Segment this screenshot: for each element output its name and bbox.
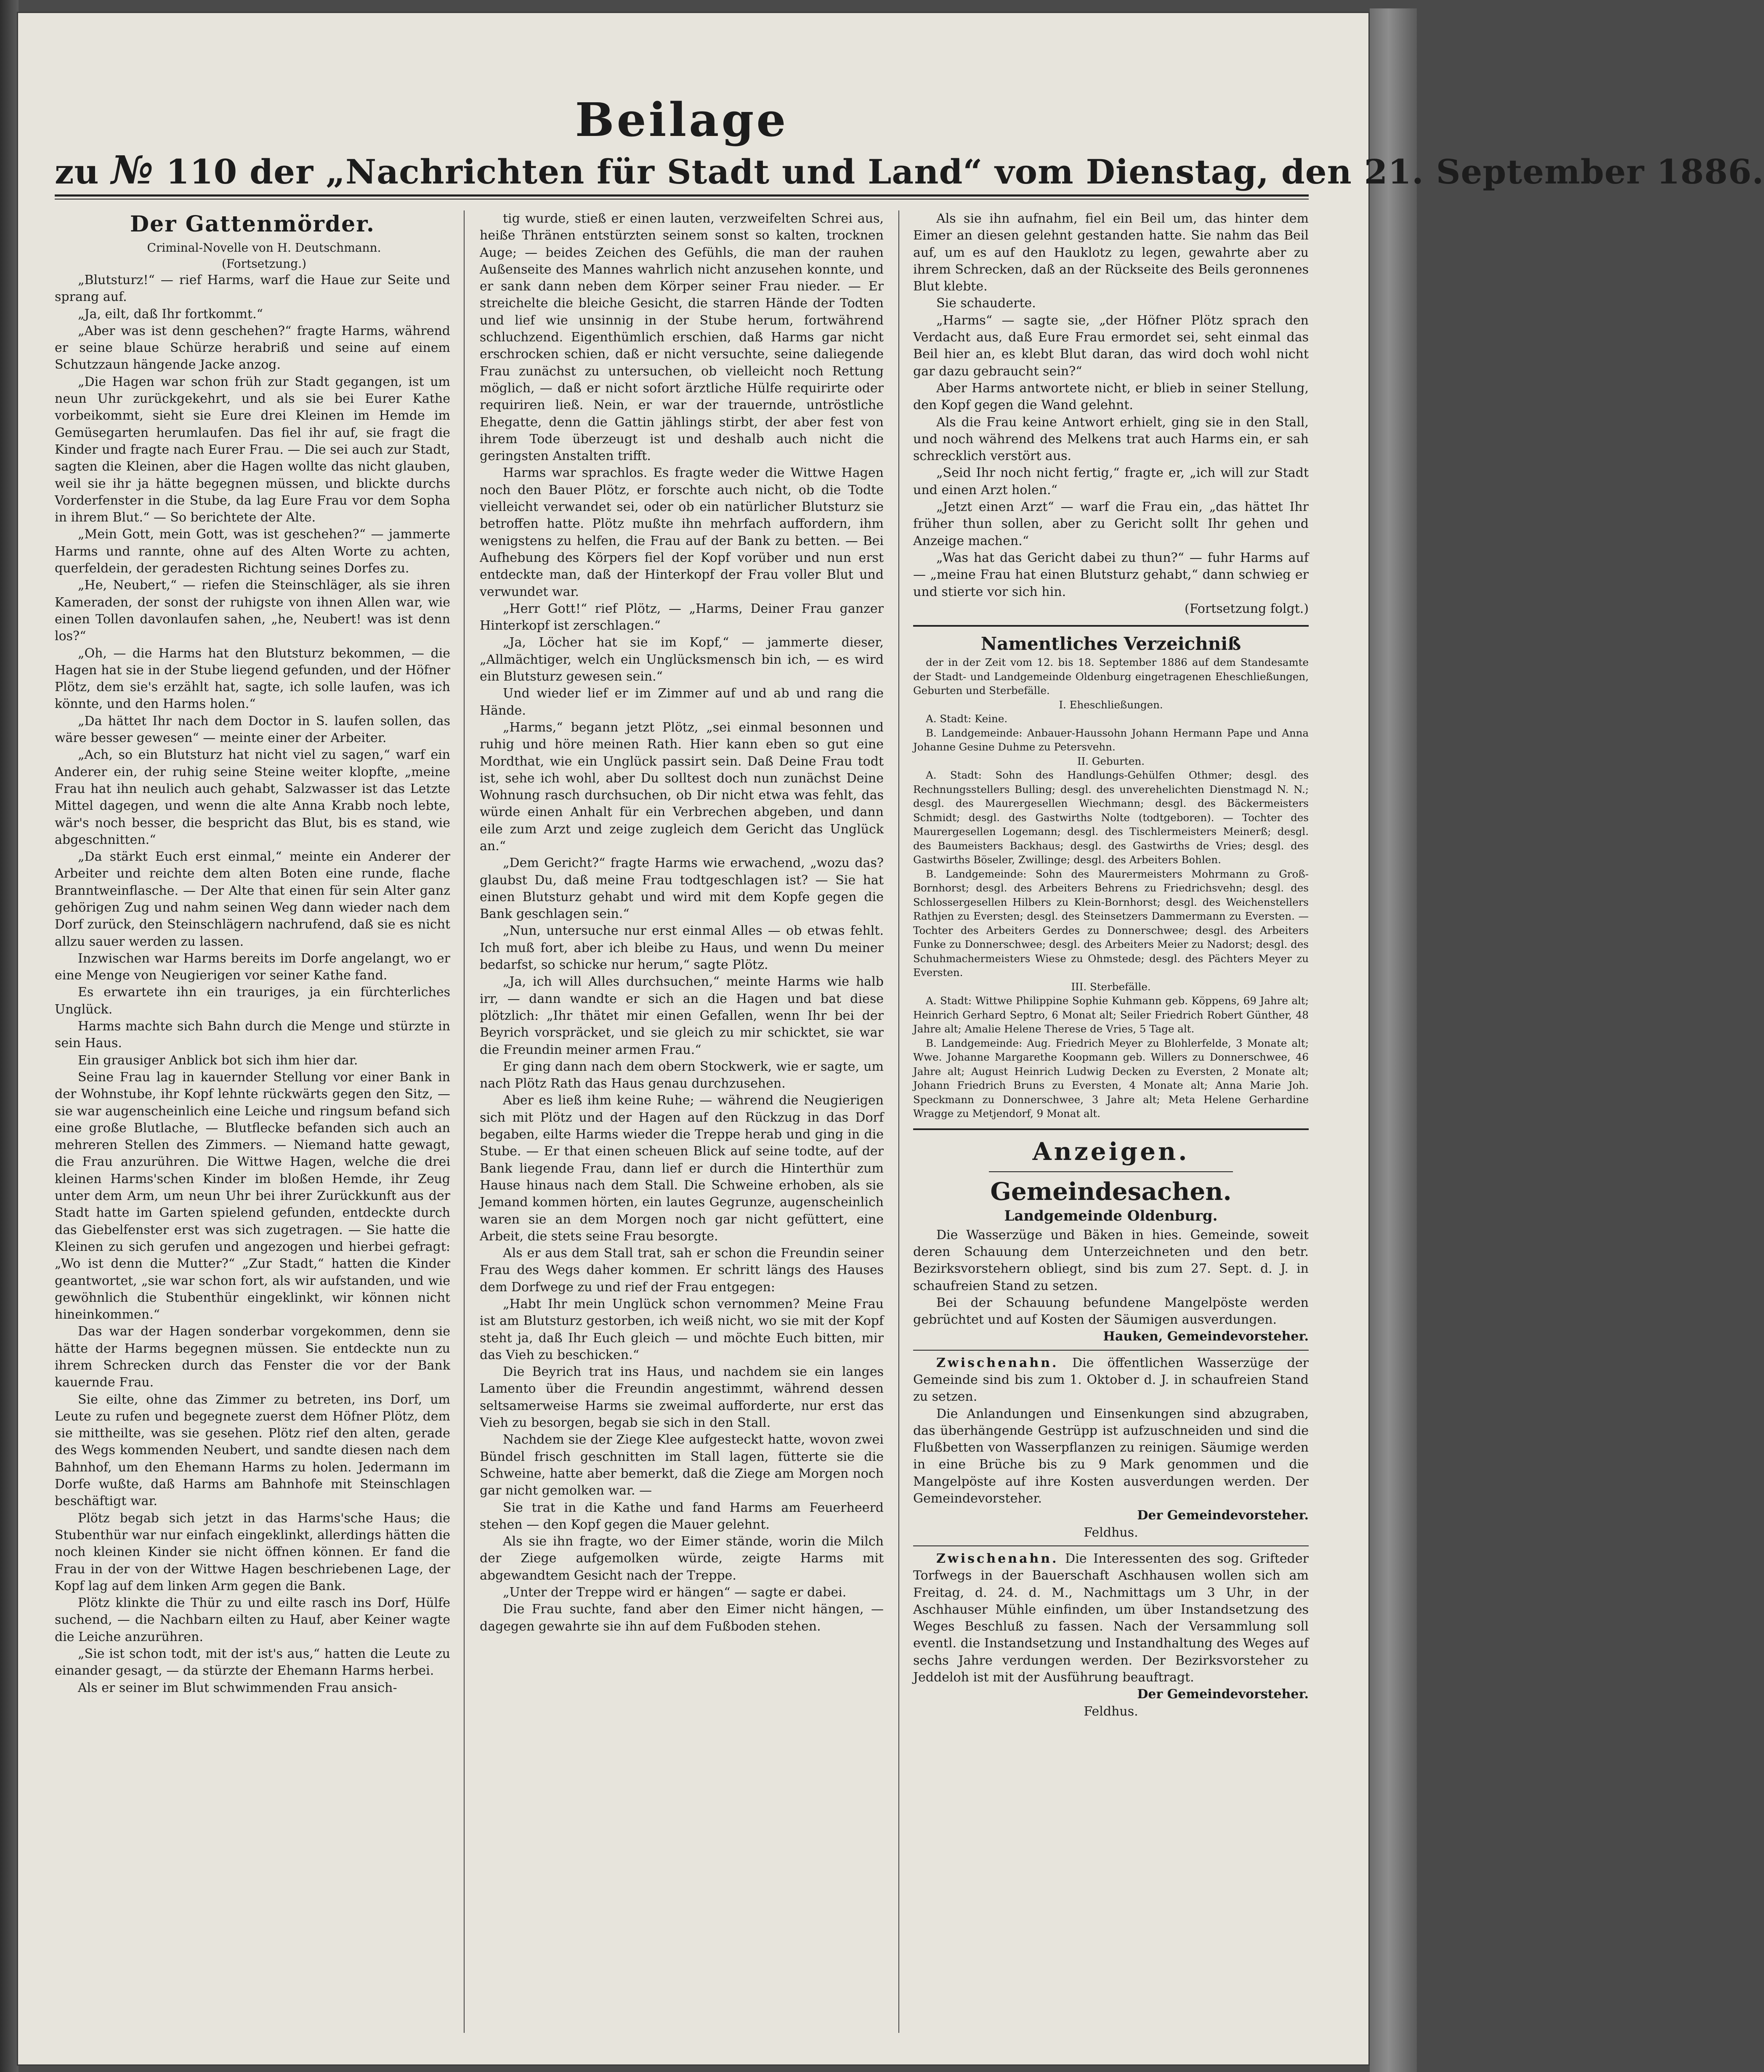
ad-zwischenahn-1-lead: Zwischenahn. <box>936 1355 1059 1370</box>
story-paragraph: „Ja, ich will Alles durchsuchen,“ meinte Harms wie halb irr, — dann wandte er sich an die Hagen und bat diese plötzlich: „Ihr thätet mir einen Gefallen, wenn Ihr bei der Beyrich vorspräcket, und sie gleich zu mir schicktet, sie war die Freundin meiner armen Frau.“ <box>480 974 884 1057</box>
story-paragraph: „Die Hagen war schon früh zur Stadt gegangen, ist um neun Uhr zurückgekehrt, und als sie bei Eurer Kathe vorbeikommt, sieht sie Eure drei Kleinen im Hemde im Gemüsegarten herumlaufen. Das fiel ihr auf, sie fragt die Kinder und fragte nach Eurer Frau. — Die sei auch zur Stadt, sagten die Kleinen, aber die Hagen wollte das nicht glauben, weil sie ihr ja hätte begegnen müssen, und blickte durchs Vorderfenster in die Stube, da lag Eure Frau vor dem Sopha in ihrem Blut.“ — So berichtete der Alte. <box>55 374 450 525</box>
story-paragraph: Und wieder lief er im Zimmer auf und ab und rang die Hände. <box>480 686 884 718</box>
story-paragraph: Plötz begab sich jetzt in das Harms'sche Haus; die Stubenthür war nur einfach eingeklinkt, allerdings hätten die noch kleinen Kinder sie nicht öffnen können. Er fand die Frau in der von der Wittwe Hagen beschriebenen Lage, der Kopf lag auf dem linken Arm gegen die Bank. <box>55 1511 450 1593</box>
register-births <box>913 768 1309 980</box>
story-paragraph: Nachdem sie der Ziege Klee aufgesteckt hatte, wovon zwei Bündel frisch geschnitten im Stall lagen, fütterte sie die Schweine, hatte aber bemerkt, daß die Ziege am Morgen noch gar nicht gemolken war. — <box>480 1432 884 1498</box>
story-paragraph: Als die Frau keine Antwort erhielt, ging sie in den Stall, und noch während des Melkens trat auch Harms ein, er sah schrecklich verstört aus. <box>913 415 1309 464</box>
municipal-subtitle: Landgemeinde Oldenburg. <box>1004 1207 1218 1224</box>
story-paragraph: Harms machte sich Bahn durch die Menge und stürzte in sein Haus. <box>55 1019 450 1051</box>
register-section-marriages: I. Eheschließungen. <box>1059 698 1163 711</box>
story-paragraph: Es erwartete ihn ein trauriges, ja ein fürchterliches Unglück. <box>55 985 450 1017</box>
ad-divider-2 <box>913 1545 1309 1546</box>
story-paragraph: „Nun, untersuche nur erst einmal Alles — ob etwas fehlt. Ich muß fort, aber ich bleibe zu Haus, und wenn Du meiner bedarfst, so schicke nur herum,“ sagte Plötz. <box>480 923 884 973</box>
story-body-3 <box>913 210 1309 601</box>
story-paragraph: „Jetzt einen Arzt“ — warf die Frau ein, „das hättet Ihr früher thun sollen, aber zu Gericht sollt Ihr gehen und Anzeige machen.“ <box>913 500 1309 548</box>
ad-zwischenahn-2-lead: Zwischenahn. <box>936 1551 1059 1566</box>
story-byline: Criminal-Novelle von H. Deutschmann. <box>147 241 381 255</box>
scan-right-edge <box>1370 8 1417 2072</box>
story-paragraph: Aber es ließ ihm keine Ruhe; — während die Neugierigen sich mit Plötz und der Hagen auf den Rückzug in das Dorf begaben, eilte Harms wieder die Treppe herab und ging in die Stube. — Er that einen scheuen Blick auf seine todte, auf der Bank liegende Frau, dann lief er durch die Hinterthür zum Hause hinaus nach dem Stall. Die Schweine erhoben, als sie Jemand kommen hörten, ein lautes Gegrunze, augenscheinlich waren sie an dem Morgen noch gar nicht gefüttert, eine Arbeit, die stets seine Frau besorgte. <box>480 1093 884 1244</box>
story-paragraph: „Seid Ihr noch nicht fertig,“ fragte er, „ich will zur Stadt und einen Arzt holen.“ <box>913 465 1309 497</box>
story-paragraph: „Ach, so ein Blutsturz hat nicht viel zu sagen,“ warf ein Anderer ein, der ruhig seine Steine weiter klopfte, „meine Frau hat ihn neulich auch gehabt, Salzwasser ist das Letzte Mittel dagegen, und wenn die alte Anna Krabb noch lebte, wär's noch besser, die bespricht das Blut, bis es stand, wie abgeschnitten.“ <box>55 747 450 847</box>
masthead-text: 110 der „Nachrichten für Stadt und Land“ vom Dienstag, den 21. September 1886. <box>166 152 1764 192</box>
register-section-deaths: III. Sterbefälle. <box>1071 980 1151 993</box>
ad-divider-1 <box>913 1350 1309 1351</box>
ads-title-rule <box>989 1171 1233 1172</box>
column-divider-1 <box>464 210 465 2033</box>
story-paragraph: „Sie ist schon todt, mit der ist's aus,“ hatten die Leute zu einander gesagt, — da stürzte der Ehemann Harms herbei. <box>55 1646 450 1678</box>
story-paragraph: Er ging dann nach dem obern Stockwerk, wie er sagte, um nach Plötz Rath das Haus genau durchzusehen. <box>480 1059 884 1091</box>
register-intro: der in der Zeit vom 12. bis 18. September 1886 auf dem Standesamte der Stadt- und Landgemeinde Oldenburg eingetragenen Eheschließungen, Geburten und Sterbefälle. <box>913 656 1309 697</box>
story-continued: (Fortsetzung.) <box>221 257 307 271</box>
story-paragraph: „Herr Gott!“ rief Plötz, — „Harms, Deiner Frau ganzer Hinterkopf ist zerschlagen.“ <box>480 601 884 633</box>
column-2 <box>480 210 884 2033</box>
story-paragraph: Als er seiner im Blut schwimmenden Frau ansich- <box>78 1680 397 1695</box>
ad-zwischenahn-1-signature: Der Gemeindevorsteher. <box>1137 1508 1309 1523</box>
ad-zwischenahn-2-name: Feldhus. <box>1084 1704 1138 1719</box>
ad-zwischenahn-1-p1: Die öffentlichen Wasserzüge der Gemeinde sind bis zum 1. Oktober d. J. in schaufreien Stand zu setzen. <box>913 1355 1309 1404</box>
register-section-births: II. Geburten. <box>1077 755 1145 767</box>
story-paragraph: Ein grausiger Anblick bot sich ihm hier dar. <box>78 1053 358 1068</box>
story-paragraph: „Blutsturz!“ — rief Harms, warf die Haue zur Seite und sprang auf. <box>55 273 450 305</box>
story-paragraph: Aber Harms antwortete nicht, er blieb in seiner Stellung, den Kopf gegen die Wand gelehnt. <box>913 380 1309 413</box>
story-paragraph: „Ja, eilt, daß Ihr fortkommt.“ <box>78 306 263 322</box>
story-paragraph: Die Frau suchte, fand aber den Eimer nicht hängen, — dagegen gewahrte sie ihn auf dem Fußboden stehen. <box>480 1602 884 1634</box>
ad-oldenburg-signature: Hauken, Gemeindevorsteher. <box>1103 1329 1309 1344</box>
story-paragraph: Seine Frau lag in kauernder Stellung vor einer Bank in der Wohnstube, ihr Kopf lehnte rückwärts gegen den Sitz, — sie war augenscheinlich eine Leiche und ringsum befand sich eine große Blutlache, — Blutflecke befanden sich auch an mehreren Stellen des Zimmers. — Niemand hatte gewagt, die Frau anzurühren. Die Wittwe Hagen, welche die drei kleinen Harms'schen Kinder im bloßen Hemde, ihr Zeug unter dem Arm, um neun Uhr bei ihrer Zurückkunft aus der Stadt hatte im Garten spielend gefunden, entdeckte durch das Giebelfenster erst was sich zugetragen. — Sie hatte die Kleinen zu sich gerufen und angezogen und hierbei gefragt: „Wo ist denn die Mutter?“ „Zur Stadt,“ hatten die Kinder geantwortet, „sie war schon fort, als wir aufstanden, und wie gewöhnlich die Stubenthür eingeklinkt, wir können nicht hineinkommen.“ <box>55 1069 450 1322</box>
story-paragraph: „Unter der Treppe wird er hängen“ — sagte er dabei. <box>503 1585 847 1600</box>
story-paragraph: „Da stärkt Euch erst einmal,“ meinte ein Anderer der Arbeiter und reichte dem alten Boten eine runde, flache Branntweinflasche. — Der Alte that einen für sein Alter ganz gehörigen Zug und nahm seinen Weg dann wieder nach dem Dorf zurück, den Steinschlägern nachrufend, daß sie es nicht allzu sauer werden zu lassen. <box>55 849 450 949</box>
register-entry: A. Stadt: Sohn des Handlungs-Gehülfen Othmer; desgl. des Rechnungsstellers Bulling; desgl. des unverehelichten Dienstmagd N. N.; desgl. des Maurergesellen Wiechmann; desgl. des Bäckermeisters Schmidt; desgl. des Gastwirths Nolte (todtgeboren). — Tochter des Maurergesellen Logemann; desgl. des Tischlermeisters Meinerß; desgl. des Baumeisters Backhaus; desgl. des Gastwirths de Vries; desgl. des Gastwirths Böseler, Zwillinge; desgl. des Arbeiters Bohlen. <box>913 769 1309 866</box>
story-to-be-continued: (Fortsetzung folgt.) <box>1185 601 1309 616</box>
ad-paragraph: Bei der Schauung befundene Mangelpöste werden gebrüchtet und auf Kosten der Säumigen ausverdungen. <box>913 1295 1309 1327</box>
story-paragraph: tig wurde, stieß er einen lauten, verzweifelten Schrei aus, heiße Thränen entstürzten seinem sonst so kalten, trocknen Auge; — beides Zeichen des Gefühls, die man der rauhen Außenseite des Mannes wahrlich nicht anzusehen konnte, und er sank dann neben dem Körper seiner Frau nieder. — Er streichelte die bleiche Gesicht, die starren Hände der Todten und lief wie unsinnig in der Stube herum, fortwährend schluchzend. Eigenthümlich erschien, daß Harms gar nicht erschrocken schien, daß er nicht versuchte, seine daliegende Frau zunächst zu untersuchen, ob vielleicht noch Rettung möglich, — daß er nicht sofort ärztliche Hülfe requirirte oder requiriren ließ. Nein, er war der trauernde, untröstliche Ehegatte, denn die Gattin jählings stirbt, der aber fest von ihrem Tode überzeugt ist und deshalb auch nicht die geringsten Anstalten trifft. <box>480 211 884 464</box>
ads-rule <box>913 1128 1309 1130</box>
story-paragraph: „Oh, — die Harms hat den Blutsturz bekommen, — die Hagen hat sie in der Stube liegend gefunden, und der Höfner Plötz, dem sie's erzählt hat, sagte, ich solle laufen, was ich könnte, und den Harms holen.“ <box>55 646 450 712</box>
story-paragraph: Harms war sprachlos. Es fragte weder die Wittwe Hagen noch den Bauer Plötz, er forschte auch nicht, ob die Todte vielleicht verwandet sei, oder ob ein natürlicher Blutsturz sie betroffen hatte. Plötz mußte ihn mehrfach auffordern, ihm wenigstens zu helfen, die Frau auf der Bank zu betten. — Bei Aufhebung des Körpers fiel der Kopf vorüber und nun erst entdeckte man, daß der Hinterkopf der Frau voller Blut und verwundet war. <box>480 465 884 599</box>
ad-zwischenahn-1 <box>913 1355 1309 1406</box>
story-paragraph: Sie eilte, ohne das Zimmer zu betreten, ins Dorf, um Leute zu rufen und begegnete zuerst dem Höfner Plötz, dem sie mittheilte, was sie gesehen. Plötz rief den alten, gerade des Wegs kommenden Neubert, und sandte diesen nach dem Bahnhof, um den Ehemann Harms zu holen. Jedermann im Dorfe wußte, daß Harms am Bahnhofe mit Steinschlagen beschäftigt war. <box>55 1392 450 1509</box>
story-paragraph: „Ja, Löcher hat sie im Kopf,“ — jammerte dieser, „Allmächtiger, welch ein Unglücksmensch bin ich, — es wird ein Blutsturz gewesen sein.“ <box>480 635 884 684</box>
story-body-1 <box>55 272 450 1697</box>
story-body-2 <box>480 210 884 1635</box>
masthead-rule <box>55 194 1309 197</box>
story-paragraph: „He, Neubert,“ — riefen die Steinschläger, als sie ihren Kameraden, der sonst der ruhigste von ihnen Allen war, wie einen Tollen davonlaufen sahen, „he, Neubert! was ist denn los?“ <box>55 578 450 644</box>
story-paragraph: Die Beyrich trat ins Haus, und nachdem sie ein langes Lamento über die Freundin angestimmt, während dessen seltsamerweise Harms sie zweimal aufforderte, nur erst das Vieh zu besorgen, begab sie sich in den Stall. <box>480 1364 884 1431</box>
column-divider-2 <box>898 210 899 2033</box>
ads-title: Anzeigen. <box>1032 1137 1190 1166</box>
number-sign: № <box>111 147 154 193</box>
register-entry: A. Stadt: Wittwe Philippine Sophie Kuhmann geb. Köppens, 69 Jahre alt; Heinrich Gerhard Septro, 6 Monat alt; Seiler Friedrich Robert Günther, 48 Jahre alt; Amalie Helene Therese de Vries, 5 Tage alt. <box>913 995 1309 1035</box>
register <box>913 655 1309 1121</box>
story-paragraph: Als sie ihn aufnahm, fiel ein Beil um, das hinter dem Eimer an diesen gelehnt gestanden hatte. Sie nahm das Beil auf, um es auf den Hauklotz zu legen, gewahrte aber zu ihrem Schrecken, daß an der Rückseite des Beils geronnenes Blut klebte. <box>913 211 1309 294</box>
story-paragraph: „Dem Gericht?“ fragte Harms wie erwachend, „wozu das? glaubst Du, daß meine Frau todtgeschlagen ist? — Sie hat einen Blutsturz gehabt und wird mit dem Kopfe gegen die Bank geschlagen sein.“ <box>480 856 884 922</box>
story-paragraph: „Habt Ihr mein Unglück schon vernommen? Meine Frau ist am Blutsturz gestorben, ich weiß nicht, wo sie mit der Kopf steht ja, daß Ihr Euch gleich — und möchte Euch bitten, mir das Vieh zu beschicken.“ <box>480 1297 884 1362</box>
register-title: Namentliches Verzeichniß <box>980 633 1241 654</box>
story-paragraph: Sie schauderte. <box>936 296 1036 311</box>
story-paragraph: „Da hättet Ihr nach dem Doctor in S. laufen sollen, das wäre besser gewesen“ — meinte einer der Arbeiter. <box>55 713 450 746</box>
story-paragraph: Plötz klinkte die Thür zu und eilte rasch ins Dorf, Hülfe suchend, — die Nachbarn eilten zu Hauf, aber Keiner wagte die Leiche anzurühren. <box>55 1596 450 1644</box>
story-paragraph: „Harms,“ begann jetzt Plötz, „sei einmal besonnen und ruhig und höre meinen Rath. Hier kann eben so gut eine Mordthat, wie ein Unglück passirt sein. Daß Deine Frau todt ist, sehe ich wohl, aber Du solltest doch nun zunächst Deine Wohnung rasch durchsuchen, ob Dir nicht etwa was fehlt, das würde einen Anhalt für ein Verbrechen abgeben, und dann eile zum Arzt und zeige zugleich dem Gericht das Unglück an.“ <box>480 720 884 854</box>
story-paragraph: „Harms“ — sagte sie, „der Höfner Plötz sprach den Verdacht aus, daß Eure Frau ermordet sei, seht einmal das Beil hier an, es klebt Blut daran, das wird doch wohl nicht gar dazu gebraucht sein?“ <box>913 313 1309 379</box>
masthead-pre: zu <box>55 152 99 192</box>
newspaper-page <box>55 84 1764 2037</box>
ad-zwischenahn-2-text: Die Interessenten des sog. Grifteder Torfwegs in der Bauerschaft Aschhausen wollen sich am Freitag, d. 24. d. M., Nachmittags um 3 Uhr, in der Aschhauser Mühle einfinden, um über Instandsetzung des Weges Beschluß zu fassen. Nach der Versammlung soll eventl. die Instandsetzung und Instandhaltung des Weges auf sechs Jahre verdungen werden. Der Bezirksvorsteher zu Jeddeloh ist mit der Ausführung beauftragt. <box>913 1551 1309 1685</box>
story-paragraph: „Aber was ist denn geschehen?“ fragte Harms, während er seine blaue Schürze herabriß und seine auf einem Schutzzaun hängende Jacke anzog. <box>55 323 450 372</box>
column-1 <box>55 210 450 2033</box>
story-paragraph: Das war der Hagen sonderbar vorgekommen, denn sie hätte der Harms begegnen müssen. Sie entdeckte nun zu ihrem Schrecken durch das Fenster die vor der Bank kauernde Frau. <box>55 1324 450 1390</box>
story-paragraph: „Was hat das Gericht dabei zu thun?“ — fuhr Harms auf — „meine Frau hat einen Blutsturz gehabt,“ dann schwieg er und stierte vor sich hin. <box>913 550 1309 599</box>
supplement-kicker: Beilage <box>575 93 789 147</box>
ad-paragraph: Die Wasserzüge und Bäken in hies. Gemeinde, soweit deren Schauung dem Unterzeichneten und den betr. Bezirksvorstehern obliegt, sind bis zum 27. Sept. d. J. in schaufreien Stand zu setzen. <box>913 1227 1309 1293</box>
column-3 <box>913 210 1309 2033</box>
register-entry: B. Landgemeinde: Sohn des Maurermeisters Mohrmann zu Groß-Bornhorst; desgl. des Arbeiters Behrens zu Friedrichsvehn; desgl. des Schlossergesellen Hilbers zu Klein-Bornhorst; desgl. des Weichenstellers Rathjen zu Eversten; desgl. des Steinsetzers Dammermann zu Eversten. — Tochter des Arbeiters Gerdes zu Donnerschwee; desgl. des Arbeiters Funke zu Donnerschwee; desgl. des Arbeiters Meier zu Nadorst; desgl. des Schuhmachermeisters Wiese zu Ohmstede; desgl. des Pächters Meyer zu Eversten. <box>913 867 1309 979</box>
register-entry: B. Landgemeinde: Aug. Friedrich Meyer zu Blohlerfelde, 3 Monate alt; Wwe. Johanne Margarethe Koopmann geb. Willers zu Donnerschwee, 46 Jahre alt; August Heinrich Ludwig Decken zu Eversten, 2 Monate alt; Johann Friedrich Bruns zu Eversten, 4 Monate alt; Anna Marie Joh. Speckmann zu Donnerschwee, 3 Jahre alt; Meta Helene Gerhardine Wragge zu Metjendorf, 9 Monat alt. <box>913 1037 1309 1120</box>
municipal-title: Gemeindesachen. <box>990 1177 1232 1206</box>
masthead <box>55 147 1764 193</box>
scan-left-edge <box>0 0 19 2072</box>
section-rule <box>913 625 1309 627</box>
ad-zwischenahn-2-signature: Der Gemeindevorsteher. <box>1137 1687 1309 1702</box>
register-entry: A. Stadt: Keine. <box>926 713 1008 725</box>
story-title: Der Gattenmörder. <box>130 211 375 237</box>
register-deaths <box>913 994 1309 1121</box>
register-entry: B. Landgemeinde: Anbauer-Haussohn Johann Hermann Pape und Anna Johanne Gesine Duhme zu Petersvehn. <box>913 726 1309 753</box>
story-paragraph: Inzwischen war Harms bereits im Dorfe angelangt, wo er eine Menge von Neugierigen vor seiner Kathe fand. <box>55 951 450 983</box>
story-paragraph: Sie trat in die Kathe und fand Harms am Feuerheerd stehen — den Kopf gegen die Mauer gelehnt. <box>480 1500 884 1532</box>
story-paragraph: „Mein Gott, mein Gott, was ist geschehen?“ — jammerte Harms und rannte, ohne auf des Alten Worte zu achten, querfeldein, der geradesten Richtung seines Dorfes zu. <box>55 527 450 576</box>
ad-zwischenahn-2 <box>913 1551 1309 1686</box>
story-paragraph: Als er aus dem Stall trat, sah er schon die Freundin seiner Frau des Wegs daher kommen. Er schritt längs des Hauses dem Dorfwege zu und rief der Frau entgegen: <box>480 1246 884 1295</box>
ad-oldenburg <box>913 1227 1309 1329</box>
ad-zwischenahn-1-name: Feldhus. <box>1084 1525 1138 1540</box>
register-marriages <box>913 712 1309 754</box>
ad-zwischenahn-1-p2: Die Anlandungen und Einsenkungen sind abzugraben, das überhängende Gestrüpp ist aufzuschneiden und sind die Flußbetten von Wasserpflanzen zu reinigen. Säumige werden in eine Brüche bis zu 9 Mark genommen und die Mangelpöste auf ihre Kosten ausverdungen werden. Der Gemeindevorsteher. <box>913 1406 1309 1506</box>
story-paragraph: Als sie ihn fragte, wo der Eimer stände, worin die Milch der Ziege aufgemolken würde, zeigte Harms mit abgewandtem Gesicht nach der Treppe. <box>480 1534 884 1583</box>
